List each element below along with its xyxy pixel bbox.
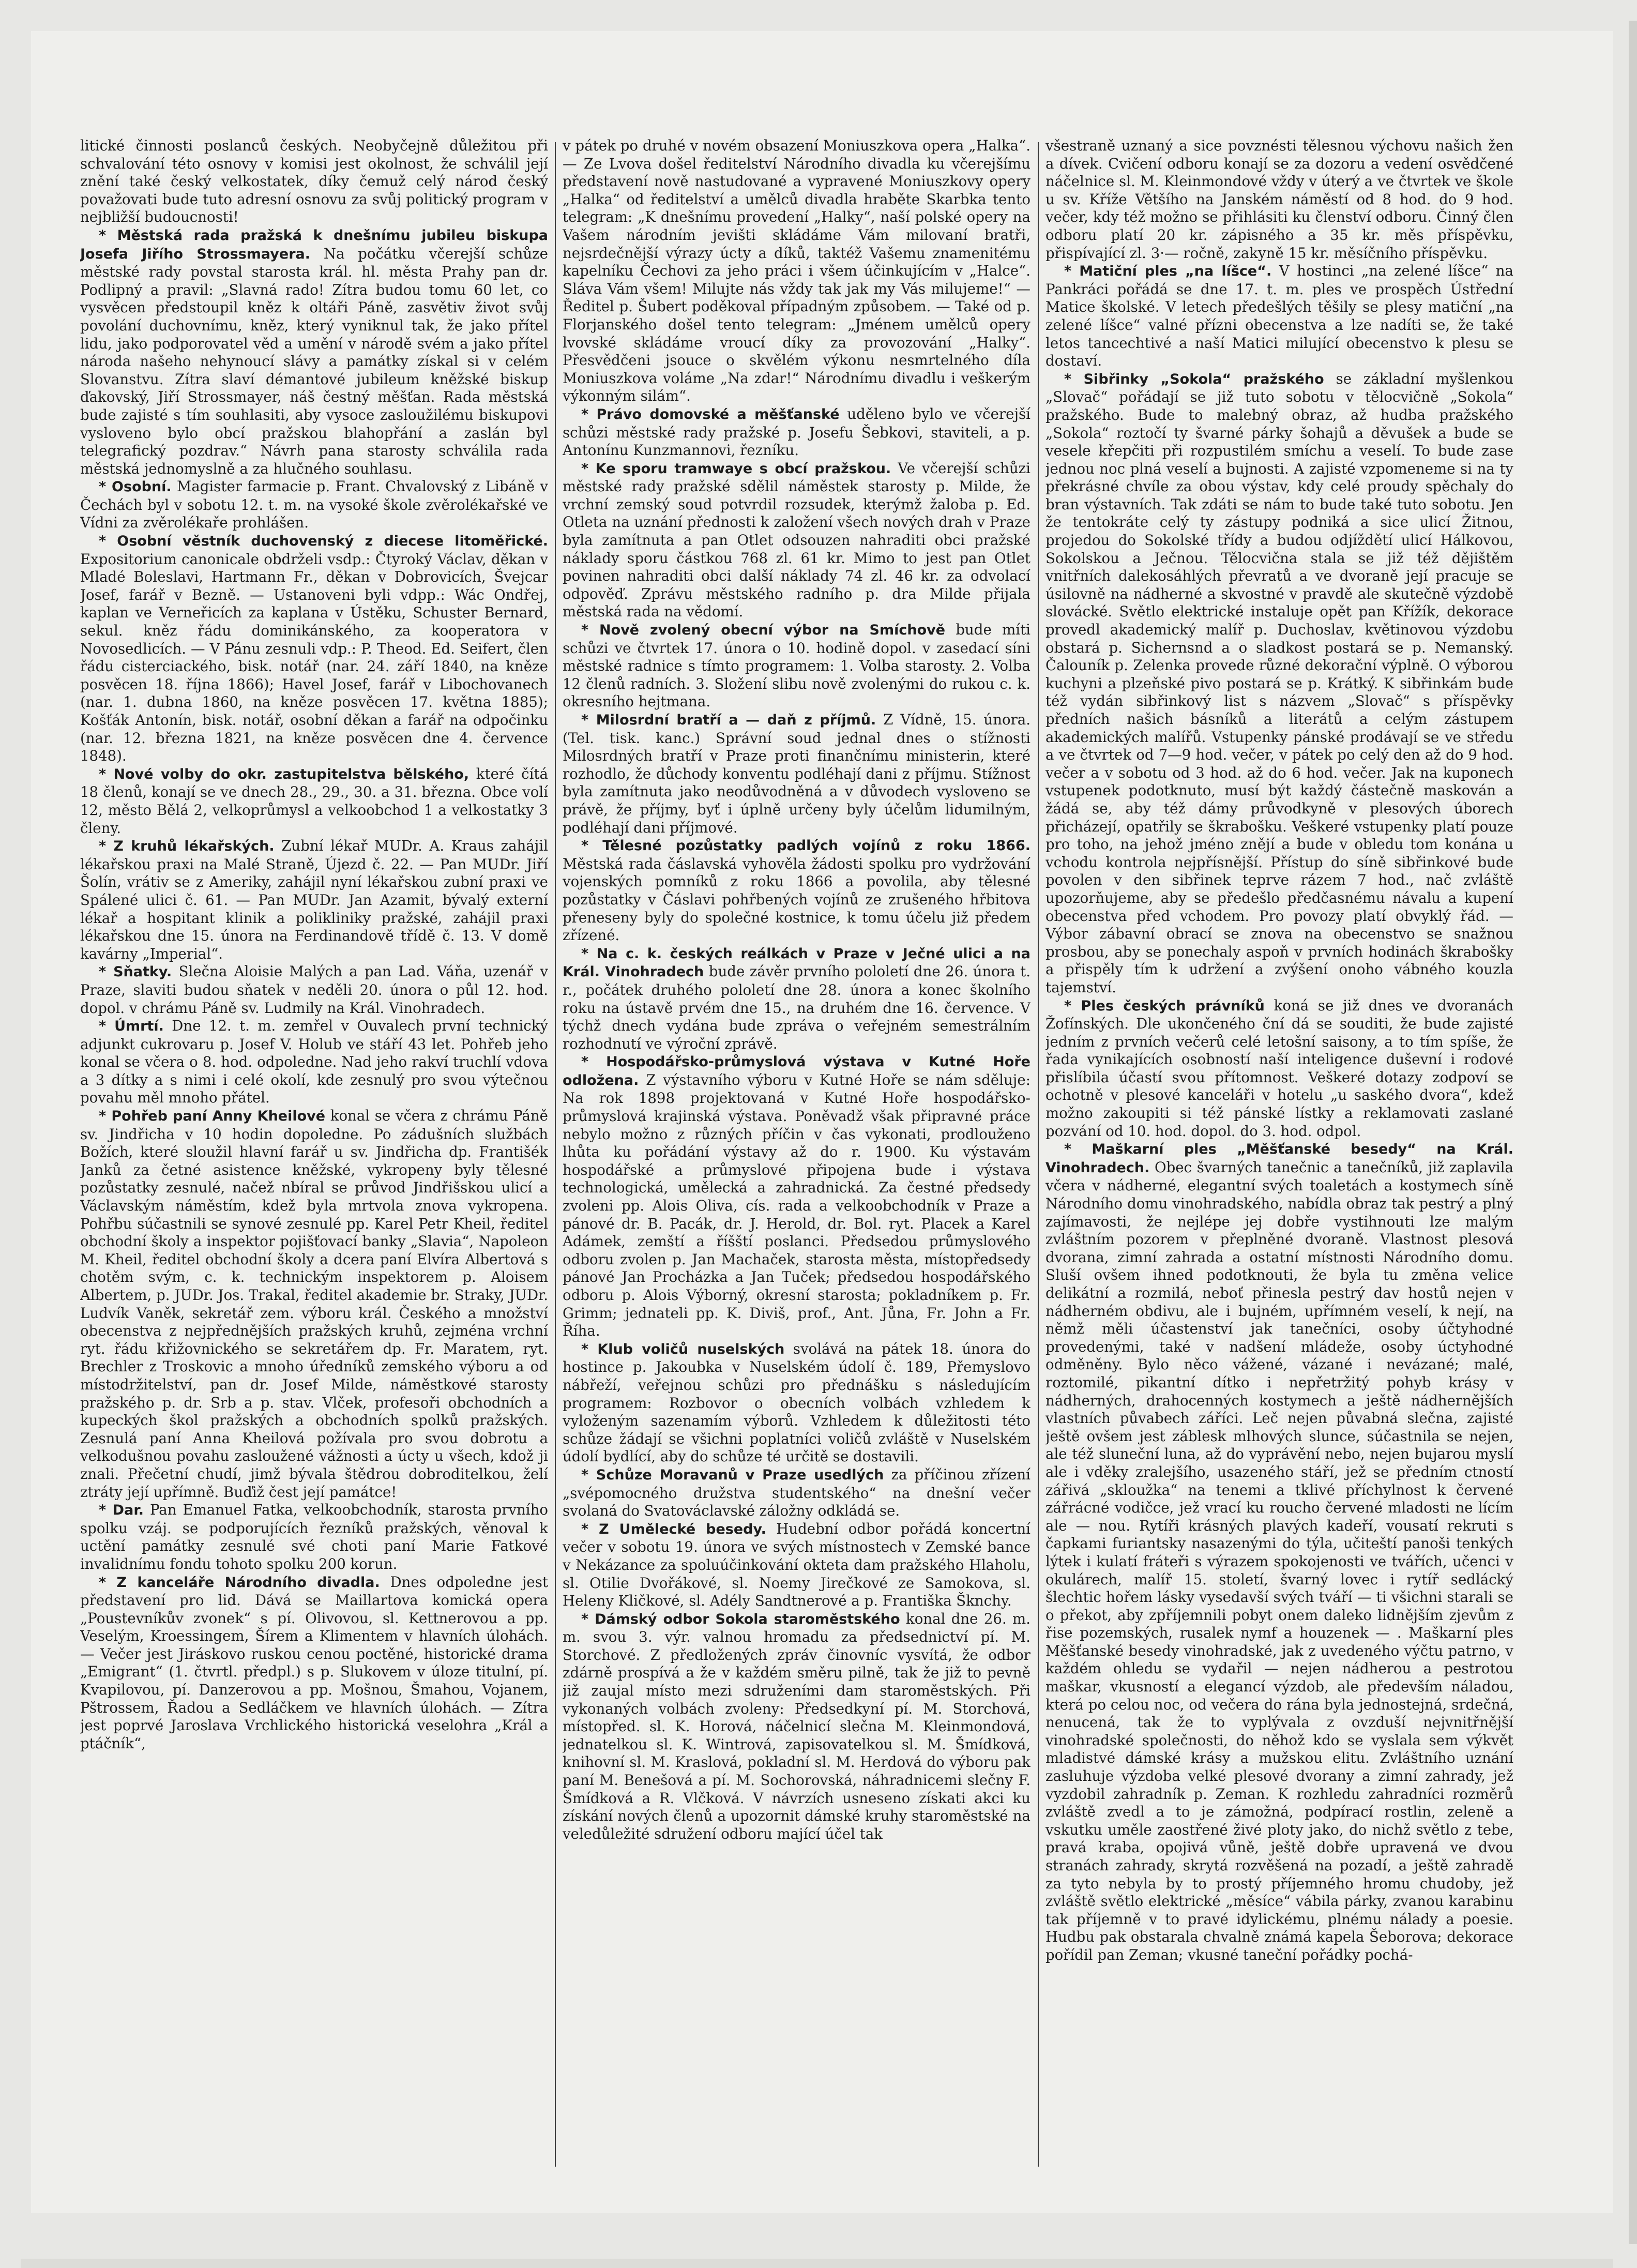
article-heading: * Sňatky. — [99, 964, 172, 980]
article-paragraph — [80, 532, 548, 765]
article-heading: * Ke sporu tramwaye s obcí pražskou. — [581, 460, 891, 477]
article-paragraph — [563, 405, 1030, 460]
article-text: Slečna Aloisie Malých a pan Lad. Váňa, uzenář v Praze, slaviti budou sňatek v neděli 20. února o půl 12. hod. dopol. v chrámu Páně sv. Ludmily na Král. Vinohradech. — [80, 963, 548, 1017]
article-heading: * Dar. — [99, 1502, 144, 1519]
article-paragraph — [1045, 262, 1513, 370]
article-paragraph — [563, 1610, 1030, 1843]
article-paragraph — [80, 137, 548, 226]
article-text: v pátek po druhé v novém obsazení Moniuszkova opera „Halka“. — Ze Lvova došel ředitelství Národního divadla ku včerejšímu představení nově nastudované a vypravené Moniuszkovy opery „Halka“ od ředitelství a umělců divadla hraběte Skarbka tento telegram: „K dnešnímu provedení „Halky“, naší polské opery na Vašem národním jevišti skládáme Vám milovaní bratři, nejsrdečnější výrazy úcty a díků, taktéž Vašemu znamenitému kapelníku Čechovi za jeho práci i všem účinkujícím v „Halce“. Sláva Vám všem! Milujte nás vždy tak jak my Vás milujeme!“ — Ředitel p. Šubert poděkoval případným způsobem. — Také od p. Florjanského došel tento telegram: „Jménem umělců opery lvovské skládáme vroucí díky za provozování „Halky“. Přesvědčeni jsouce o skvělém výkonu nesmrtelného díla Moniuszkova voláme „Na zdar!“ Národnímu divadlu i veškerým výkonným silám“. — [563, 137, 1030, 405]
article-text: Hudební odbor pořádá koncertní večer v sobotu 19. února ve svých místnostech v Zemské bance v Nekázance za spoluúčinkování okteta dam pražského Hlaholu, sl. Otilie Dvořákové, sl. Noemy Jirečkové ze Samokova, sl. Heleny Kličkové, sl. Adély Sandtnerové a p. Františka Šknchy. — [563, 1520, 1030, 1610]
article-text: Obec švarných tanečnic a tanečníků, již zaplavila včera v nádherné, elegantní svých toaletách a kostymech síně Národního domu vinohradského, nabídla obraz tak pestrý a plný zajímavosti, že nejlépe jej dobře vystihnouti lze malým zvláštním pozorem v přeplněné dvoraně. Vlastnost plesová dvorana, zimní zahrada a ostatní místnosti Národního domu. Sluší ovšem ihned podotknouti, že byla tu změna velice delikátní a rozmilá, neboť přinesla pestrý dav hostů nejen v nádherném obdivu, ale i bujném, upřímném veselí, k nejí, na němž měli účastenství jak tanečníci, osoby účtyhodné provedenými, také v nadšení mládeže, osoby úctyhodné odměněny. Bylo něco vážené, vázané i nevázané; malé, roztomilé, pikantní dítko i nepřetržitý pohyb krásy v nádherných, drahocenných kostymech a ještě nádhernějších vlastních půvabech záříci. Leč nejen půvabná slečna, zajisté ještě ovšem jest záblesk mlhových slunce, súčastnila se nejen, ale též sluneční luna, až do vyprávění nebo, nejen bujarou myslí ale i vděky zralejšího, usazeného stáří, jež se předním ctností zářivá „skloužka“ na tenemi a tklivé příchylnost k červené zářrácné vodičce, jež vrací ku roucho červené mladosti ne lícím ale — nou. Rytíři krásných plavých kadeří, vousatí rekruti s čapkami furiantsky nasazenými do týla, učiteští panoši tenkých lýtek i kulatí fráteři s výrazem spokojenosti ve tvářích, učenci v okulárech, malíř 15. století, švarný lovec i rytíř sedlácký šlechtic hořem lásky vysedavší svých tváří — ti všichni starali se o překot, aby zpříjemnili pobyt onem daleko lidnějším zjevům z řise pozemských, rusalek nymf a houzenek — . Maškarní ples Měšťanské besedy vinohradské, jak z uvedeného výčtu patrno, v každém ohledu se vydařil — nejen nádherou a pestrotou maškar, vkusností a elegancí výzdob, ale především náladou, která po celou noc, od večera do rána byla jednostejná, srdečná, nenucená, tak že to vyplývala z ovzduší nejvnitřnější vinohradské společnosti, do něhož kdo se vyslala sem výkvět mladistvé dámské krásy a mužskou elitu. Zvláštního uznání zasluhuje výzdoba velké plesové dvorany a zimní zahrady, jež vyzdobil zahradník p. Zeman. K rozhledu zahradníci rozměrů zvláště zvedl a to je zámožná, podpírací rostlin, zeleně a vskutku uměle zaostřené živé ploty jako, do nichž světlo z tebe, pravá kraba, opojivá vůně, ještě dobře upravená ve dvou stranách zahrady, skrytá rozvěšená na pozadí, a ještě zahradě za tyto nebyla by to prostý příjemného hromu chudoby, jež zvláště světlo elektrické „měsíce“ vábila párky, zvanou karabinu tak příjemně v to pravé idylickému, plnému nálady a poesie. Hudbu pak obstarala chvalně známá kapela Šeborova; dekorace pořídil pan Zeman; vkusné taneční pořádky pochá- — [1045, 1158, 1513, 1963]
article-text: Na počátku včerejší schůze městské rady povstal starosta král. hl. města Prahy pan dr. Podlipný a pravil: „Slavná rado! Zítra budou tomu 60 let, co vysvěcen předstoupil kněz k oltáři Páně, zasvětiv život svůj povolání duchovnímu, kněz, který vyniknul tak, že jako přítel lidu, jako podporovatel věd a umění v národě svém a jako přítel národa našeho nehynoucí slávy a památky získal si v celém Slovanstvu. Zítra slaví démantové jubileum kněžské biskup ďakovský, Jiří Strossmayer, náš čestný měšťan. Rada městská bude zajisté s tím souhlasiti, aby vysoce zasloužilému biskupovi vysloveno bylo obcí pražskou blahopřání a zaslán byl telegrafický pozdrav.“ Návrh pana starosty schválila rada městská jednomyslně a za hlučného souhlasu. — [80, 245, 548, 477]
article-heading: * Matiční ples „na líšce“. — [1064, 263, 1272, 280]
article-paragraph — [80, 226, 548, 478]
article-paragraph — [80, 478, 548, 532]
article-paragraph — [1045, 1140, 1513, 1964]
article-text: Dne 12. t. m. zemřel v Ouvalech první technický adjunkt cukrovaru p. Josef V. Holub ve stáří 43 let. Pohřeb jeho konal se včera o 8. hod. odpoledne. Nad jeho rakví truchlí vdova a 3 dítky a s nimi i celé okolí, kde zesnulý pro svou výtečnou povahu měl mnoho přátel. — [80, 1017, 548, 1107]
article-text: Dnes odpoledne jest představení pro lid. Dává se Maillartova komická opera „Poustevníkův zvonek“ s pí. Olivovou, sl. Kettnerovou a pp. Veselým, Kroessingem, Šírem a Klimentem v hlavních úlohách. — Večer jest Jiráskovo ruskou cenou poctěné, historické drama „Emigrant“ (1. čtvrtl. předpl.) s p. Slukovem v úloze titulní, pí. Kvapilovou, pí. Danzerovou a pp. Mošnou, Šmahou, Vojanem, Pštrossem, Řadou a Sedláčkem ve hlavních úlohách. — Zítra jest poprvé Jaroslava Vrchlického historická veselohra „Král a ptáčník“, — [80, 1573, 548, 1752]
article-text: uděleno bylo ve včerejší schůzi městské rady pražské p. Josefu Šebkovi, staviteli, a p. Antonínu Kunzmannovi, řezníku. — [563, 405, 1030, 459]
article-heading: * Klub voličů nuselských — [581, 1341, 785, 1357]
article-heading: * Tělesné pozůstatky padlých vojínů z roku 1866. — [581, 838, 1030, 854]
article-paragraph — [563, 621, 1030, 711]
article-text: litické činnosti poslanců českých. Neobyčejně důležitou při schvalování této osnovy v komisi jest okolnost, že schválil její znění také český velkostatek, díky čemuž celý národ český považovati bude tuto adresní osnovu za svůj politický program v nejbližší budoucnosti! — [80, 137, 548, 226]
article-paragraph — [563, 1340, 1030, 1466]
article-paragraph — [563, 460, 1030, 621]
article-text: Z Vídně, 15. února. (Tel. tisk. kanc.) Správní soud jednal dnes o stížnosti Milosrdných bratří v Praze proti finančnímu ministerin, které rozhodlo, že důchody konventu podléhají dani z příjmu. Stížnost byla zamítnuta jako neodůvodněná a v důvodech vysloveno se právě, že příjmy, byť i úplně určeny byly účelům lidumilným, podléhají dani příjmové. — [563, 711, 1030, 836]
article-heading: * Osobní. — [99, 479, 172, 495]
article-text: svolává na pátek 18. února do hostince p. Jakoubka v Nuselském údolí č. 189, Přemyslovo nábřeží, veřejnou schůzi pro přednášku s následujícím programem: Rozbovor o obecních volbách vzhledem k vyloženým sazenamím výborů. Vzhledem k důležitosti této schůze žádají se všichni poplatníci voličů zvláště v Nuselském údolí bydlící, aby do schůze té určitě se dostavili. — [563, 1340, 1030, 1465]
article-heading: * Nově zvolený obecní výbor na Smíchově — [581, 622, 946, 639]
article-paragraph — [80, 837, 548, 963]
article-heading: * Z kruhů lékařských. — [99, 838, 275, 855]
article-text: Z výstavního výboru v Kutné Hoře se nám sděluje: Na rok 1898 projektovaná v Kutné Hoře hospodářsko-průmyslová krajinská výstava. Poněvadž však připravné práce nebylo možno z různých příčin v čas vykonati, prodlouženo lhůta ku pořádání výstavy až do r. 1900. Ku výstavám hospodářské a průmyslové připojena bude i výstava technologická, umělecká a zahradnická. Za čestné předsedy zvoleni pp. Alois Oliva, cís. rada a velkoobchodník v Praze a pánové dr. B. Pacák, dr. J. Herold, dr. Bol. ryt. Placek a Karel Adámek, zemští a říšští poslanci. Předsedou průmyslového odboru zvolen p. Jan Machaček, starosta města, místopředsedy pánové Jan Procházka a Jan Tuček; předsedou hospodářského odboru p. Alois Výborný, okresní starosta; pokladníkem p. Fr. Grimm; jednateli pp. K. Diviš, prof., Ant. Jůna, Fr. John a Fr. Říha. — [563, 1071, 1030, 1340]
article-heading: * Pohřeb paní Anny Kheilové — [99, 1108, 326, 1125]
newspaper-sheet — [31, 31, 1613, 2213]
article-heading: * Sibřinky „Sokola“ pražského — [1064, 371, 1324, 387]
article-paragraph — [563, 945, 1030, 1053]
article-heading: * Z kanceláře Národního divadla. — [99, 1574, 380, 1591]
article-paragraph — [563, 1520, 1030, 1610]
text-column-3 — [1045, 137, 1513, 2169]
article-heading: * Úmrtí. — [99, 1018, 164, 1035]
article-heading: * Nové volby do okr. zastupitelstva bělského, — [99, 766, 469, 782]
article-heading: * Právo domovské a měšťanské — [581, 406, 840, 422]
article-text: se základní myšlenkou „Slovač“ pořádají se již tuto sobotu v tělocvičně „Sokola“ pražského. Bude to malebný obraz, až hudba pražského „Sokola“ roztočí ty švarné párky šohajů a děvušek a bude se vesele křepčiti při rozpustilém smíchu a veselí. To bude zase jednou noc plná veselí a bujnosti. A zajisté vzpomeneme si na ty překrásné chvíle za obou výstav, kdy celé proudy spěchaly do bran výstavních. Tak zdáti se nám to bude také tuto sobotu. Jen že tentokráte celý ty zástupy podniká a sice ulicí Žitnou, projedou do Sokolské třídy a budou odjíždětí ulicí Hálkovou, Sokolskou a Ječnou. Tělocvična stala se již též dějištěm vnitřních dalekosáhlých převratů a ve dvoraně její pracuje se úsilovně na nádherné a skvostné v pravdě ale skutečně výzdobě slovácké. Světlo elektrické instaluje opět pan Křížík, dekorace provedl akademický malíř p. Duchoslav, květinovou výzdobu obstará p. Sichernsnd a o sladkost postará se p. Nemanský. Čalouník p. Zelenka provede různé dekorační výplně. O výborou kuchyni a plzeňské pivo postará se p. Krátký. K sibřinkám bude též vydán sibřinkový list s názvem „Slovač“ s příspěvky předních našich básníků a literátů a celým zástupem akademických malířů. Vstupenky pánské prodávají se ve středu a ve čtvrtek od 7—9 hod. večer, v pátek po celý den až do 9 hod. večer a v sobotu od 3 hod. až do 6 hod. večer. Jak na kuponech vstupenek podotknuto, musí být každý částečně maskován a žádá se, aby též dámy průvodkyně v plesových úborech přicházejí, opatřily se škrabošku. Veškeré vstupenky platí pouze pro toho, na jehož jméno znějí a bude v obledu tom konána u vchodu kontrola nejpřísnější. Přístup do síně sibřinkové bude povolen v den sibřinek teprve rázem 7 hod., nač zvláště upozorňujeme, aby se předešlo předčasnému návalu a kupení obecenstva před vchodem. Pro povozy platí obvyklý řád. — Výbor zábavní obrací se znova na obecenstvo se snažnou prosbou, aby se ponechaly aspoň v prvních hodinách škrabošky a přispěly tím k udržení a zvýšení onoho vábného kouzla tajemství. — [1045, 370, 1513, 996]
article-text: konal dne 26. m. m. svou 3. výr. valnou hromadu za předsednictví pí. M. Storchové. Z předložených zpráv činovníc vysvítá, že odbor zdárně prospívá a že v každém směru pilně, tak že již to pevně již zaujal místo mezi sdruženími dam staroměstských. Při vykonaných volbách zvoleny: Předsedkyní pí. M. Storchová, místopřed. sl. K. Horová, náčelnicí slečna M. Kleinmondová, jednatelkou sl. K. Wintrová, zapisovatelkou sl. M. Šmídková, knihovní sl. M. Kraslová, pokladní sl. M. Herdová do výboru pak paní M. Benešová a pí. M. Sochorovská, náhradnicemi slečny F. Šmídková a R. Vlčková. V návrzích usneseno získati akci ku získání nových členů a upozornit dámské kruhy staroměstské na veledůležité sdružení odboru mající účel tak — [563, 1610, 1030, 1842]
article-text: konal se včera z chrámu Páně sv. Jindřicha v 10 hodin dopoledne. Po zádušních službách Božích, které sloužil hlavní farář u sv. Jindřicha dp. Františék Janků za četné asistence kněžské, vykropeny byly tělesné pozůstatky zesnulé, načež nbíral se průvod Jindřišskou ulicí a Václavským náměstím, kdež byla mrtvola znova vykropena. Pohřbu súčastnili se synové zesnulé pp. Karel Petr Kheil, ředitel obchodní školy a inspektor pojišťovací banky „Slavia“, Napoleon M. Kheil, ředitel obchodní školy a dcera paní Elvíra Albertová s chotěm svým, c. k. technickým inspektorem p. Aloisem Albertem, p. JUDr. Jos. Trakal, ředitel akademie br. Straky, JUDr. Ludvík Vaněk, sekretář zem. výboru král. Českého a množství obecenstva z nejpřednějších pražských kruhů, zejména vrchní ryt. řádu křižovnického se sekretářem dp. Fr. Maratem, ryt. Brechler z Troskovic a mnoho úředníků zemského výboru a od místodržitelství, pan dr. Josef Milde, náměstkové starosty pražského p. dr. Srb a p. stav. Vlček, profesoři obchodních a kupeckých škol pražských a obchodních spolků pražských. Zesnulá paní Anna Kheilová požívala pro svou dobrotu a velkodušnou povahu zasloužené vážnosti a úcty u všech, kdož ji znali. Přečetní chudí, jimž bývala štědrou dobroditelkou, želí ztráty její upřímně. Buďiž čest její památce! — [80, 1107, 548, 1501]
page-edge-shadow — [1629, 21, 1637, 2244]
article-text: V hostinci „na zelené líšce“ na Pankráci pořádá se dne 17. t. m. ples ve prospěch Ústřední Matice školské. V letech předešlých těšily se plesy matiční „na zelené líšce“ valné přízni obecenstva a lze nadíti se, že také letos tancechtivé a naší Matici milující obecenstvo k plesu se dostaví. — [1045, 262, 1513, 370]
article-paragraph — [563, 837, 1030, 945]
article-heading: * Hospodářsko-průmyslová výstava v Kutné Hoře odložena. — [563, 1054, 1030, 1088]
article-text: Městská rada čáslavská vyhověla žádosti spolku pro vydržování vojenských pomníků z roku 1866 a povolila, aby tělesné pozůstatky v Čáslavi pohřbených vojínů ze zrušeného hřbitova přeneseny byly do společné kostnice, k tomu účelu již předem zřízené. — [563, 855, 1030, 944]
article-heading: * Schůze Moravanů v Praze usedlých — [581, 1466, 884, 1483]
article-text: které čítá 18 členů, konají se ve dnech 28., 29., 30. a 31. března. Obce volí 12, město Bělá 2, velkoprůmysl a velkoobchod 1 a velkostatky 3 členy. — [80, 765, 548, 837]
article-paragraph — [563, 137, 1030, 405]
article-paragraph — [1045, 997, 1513, 1141]
article-text: koná se již dnes ve dvoranách Žofínských. Dle ukončeného ční dá se souditi, že bude zajisté jedním z prvních večerů celé letošní saisony, a to tím spíše, že řada vynikajících osobností naší inteligence duševní i rodové přislíbila účastí svou přítomnost. Veškeré dotazy zodpoví se ochotně v plesové kanceláři v hotelu „u saského dvora“, kdež možno zakoupiti si též pánské lístky a reklamovati zaslané pozvání od 10. hod. dopol. do 3. hod. odpol. — [1045, 996, 1513, 1140]
article-paragraph — [80, 1574, 548, 1753]
article-text: bude míti schůzi ve čtvrtek 17. února o 10. hodině dopol. v zasedací síni městské radnice s tímto programem: 1. Volba starosty. 2. Volba 12 členů radních. 3. Složení slibu nově zvolenými do rukou c. k. okresního hejtmana. — [563, 621, 1030, 710]
article-heading: * Dámský odbor Sokola staroměstského — [581, 1611, 900, 1627]
article-paragraph — [80, 1017, 548, 1107]
article-heading: * Z Umělecké besedy. — [581, 1521, 766, 1537]
article-paragraph — [563, 1466, 1030, 1520]
article-paragraph — [563, 1053, 1030, 1340]
article-heading: * Na c. k. českých reálkách v Praze v Ječné ulici a na Král. Vinohradech — [563, 945, 1030, 980]
article-heading: * Městská rada pražská k dnešnímu jubileu biskupa Josefa Jiřího Strossmayera. — [80, 227, 548, 262]
article-paragraph — [80, 765, 548, 837]
article-text: Zubní lékař MUDr. A. Kraus zahájil lékařskou praxi na Malé Straně, Újezd č. 22. — Pan MUDr. Jiří Šolín, vrátiv se z Ameriky, zahájil nyní lékařskou zubní praxi ve Spálené ulici č. 61. — Pan MUDr. Jan Azamit, bývalý externí lékař a hospitant klinik a polikliniky pražské, zahájil praxi lékařskou dne 15. února na Ferdinandově třídě č. 13. V domě kavárny „Imperial“. — [80, 837, 548, 962]
article-paragraph — [1045, 137, 1513, 262]
column-rule — [555, 142, 556, 2167]
article-heading: * Osobní věstník duchovenský z diecese litoměřické. — [99, 533, 548, 550]
article-paragraph — [80, 963, 548, 1017]
article-heading: * Ples českých právníků — [1064, 997, 1265, 1014]
article-heading: * Milosrdní bratří a — daň z příjmů. — [581, 712, 876, 728]
text-column-2 — [563, 137, 1030, 2169]
article-text: Expositorium canonicale obdrželi vsdp.: Čtyroký Václav, děkan v Mladé Boleslavi, Hartmann Fr., děkan v Dobrovicích, Švejcar Josef, farář v Bezně. — Ustanoveni byli vdpp.: Wác Ondřej, kaplan ve Verneřicích za kaplana v Ústěku, Schuster Bernard, sekul. kněz řádu dominikánského, za kooperatora v Novosedlicích. — V Pánu zesnuli vdp.: P. Theod. Ed. Seifert, člen řádu cisterciackého, bisk. notář (nar. 24. září 1840, na kněze posvěcen 18. října 1866); Havel Josef, farář v Libochovanech (nar. 1. dubna 1860, na kněze posvěcen 17. května 1885); Košťák Antonín, bisk. notář, osobní děkan a farář na odpočinku (nar. 12. března 1821, na kněze posvěcen dne 4. července 1848). — [80, 550, 548, 765]
column-rule — [1038, 142, 1039, 2167]
article-paragraph — [80, 1501, 548, 1573]
article-paragraph — [563, 711, 1030, 837]
article-text: všestraně uznaný a sice povznésti tělesnou výchovu našich žen a dívek. Cvičení odboru konají se za dozoru a vedení osvědčené náčelnice sl. M. Kleinmondové vždy v úterý a ve čtvrtek ve škole u sv. Kříže Většího na Janském náměstí od 8 hod. do 9 hod. večer, kdy též možno se přihlásiti ku členství odboru. Činný člen odboru platí 20 kr. zápisného a 35 kr. měs příspěvku, přispívající zl. 3·— ročně, zakyně 15 kr. měsíčního příspěvku. — [1045, 137, 1513, 262]
text-column-1 — [80, 137, 548, 2169]
article-text: za příčinou zřízení „svépomocného družstva studentského“ na dnešní večer svolaná do Svatováclavské záložny odkládá se. — [563, 1465, 1030, 1520]
page-edge-shadow — [21, 2259, 1613, 2268]
article-text: Pan Emanuel Fatka, velkoobchodník, starosta prvního spolku vzáj. se podporujících řezníků pražských, věnoval k uctění památky zesnulé své choti paní Marie Fatkové invalidnímu fondu tohoto spolku 200 korun. — [80, 1501, 548, 1573]
article-paragraph — [1045, 370, 1513, 997]
article-text: Magister farmacie p. Frant. Chvalovský z Libáně v Čechách byl v sobotu 12. t. m. na vysoké škole zvěrolékařské ve Vídni za zvěrolékaře prohlášen. — [80, 478, 548, 532]
article-text: Ve včerejší schůzi městské rady pražské sdělil náměstek starosty p. Milde, že vrchní zemský soud potvrdil rozsudek, kterýmž žaloba p. Ed. Otleta na uznání přednosti k založení všech nových drah v Praze byla zamítnuta a pan Otlet odsouzen nahraditi obci pražské náklady sporu částkou 768 zl. 61 kr. Mimo to jest pan Otlet povinen nahraditi obci další náklady 74 zl. 46 kr. za odvolací odpověď. Zprávu městského radního p. dra Milde přijala městská rada na vědomí. — [563, 459, 1030, 621]
article-text: bude závěr prvního pololetí dne 26. února t. r., počátek druhého pololetí dne 28. února a konec školního roku na ústavě prvém dne 15., na druhém dne 16. července. V týchž dnech vydána bude zpráva o veřejném semestrálním rozhodnutí ve výroční zprávě. — [563, 963, 1030, 1052]
article-paragraph — [80, 1107, 548, 1501]
article-heading: * Maškarní ples „Měšťanské besedy“ na Král. Vinohradech. — [1045, 1141, 1513, 1176]
